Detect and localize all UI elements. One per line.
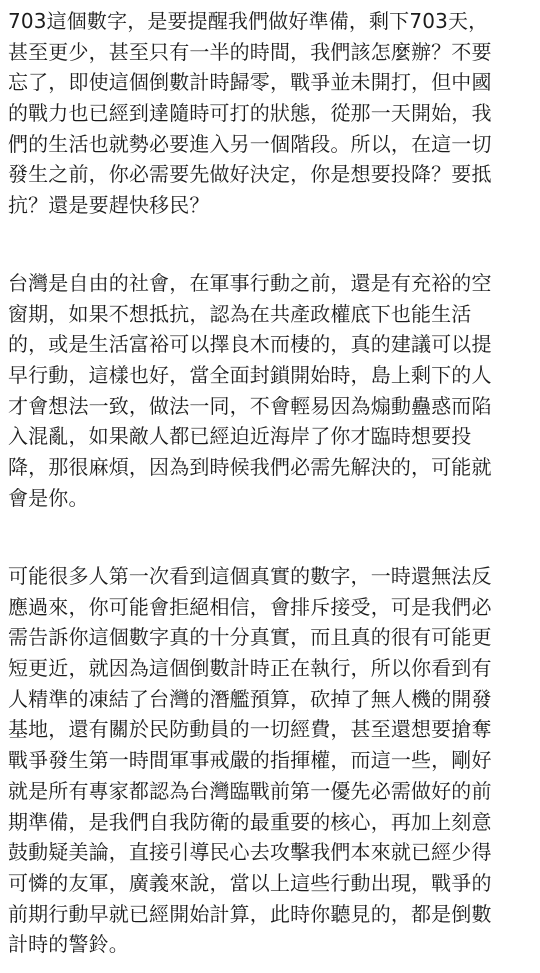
paragraph-line: 前期行動早就已經開始計算，此時你聽見的，都是倒數 bbox=[8, 901, 492, 926]
paragraph-line: 703這個數字，是要提醒我們做好準備，剩下703天， bbox=[8, 9, 489, 33]
paragraph-line: 就是所有專家都認為台灣臨戰前第一優先必需做好的前 bbox=[8, 778, 492, 803]
paragraph-line: 們的生活也就勢必要進入另一個階段。所以，在這一切 bbox=[8, 131, 492, 156]
paragraph-line: 戰爭發生第一時間軍事戒嚴的指揮權，而這一些，剛好 bbox=[8, 748, 492, 773]
paragraph-line: 的，或是生活富裕可以擇良木而棲的，真的建議可以提 bbox=[8, 332, 492, 357]
paragraph-line: 短更近，就因為這個倒數計時正在執行，所以你看到有 bbox=[8, 656, 492, 681]
paragraph-line: 甚至更少，甚至只有一半的時間，我們該怎麼辦？不要 bbox=[8, 39, 492, 64]
paragraph-line: 基地，還有關於民防動員的一切經費，甚至還想要搶奪 bbox=[8, 717, 492, 742]
paragraph-line: 抗？還是要趕快移民？ bbox=[8, 193, 210, 218]
paragraph-line: 才會想法一致，做法一同，不會輕易因為煽動蠱惑而陷 bbox=[8, 393, 492, 418]
paragraph-line: 台灣是自由的社會，在軍事行動之前，還是有充裕的空 bbox=[8, 271, 492, 295]
paragraph-line: 可能很多人第一次看到這個真實的數字，一時還無法反 bbox=[8, 564, 492, 588]
paragraph-line: 應過來，你可能會拒絕相信，會排斥接受，可是我們必 bbox=[8, 594, 492, 619]
paragraph-line: 入混亂，如果敵人都已經迫近海岸了你才臨時想要投 bbox=[8, 424, 472, 449]
paragraph-line: 降，那很麻煩，因為到時候我們必需先解決的，可能就 bbox=[8, 455, 492, 480]
paragraph-line: 發生之前，你必需要先做好決定，你是想要投降？要抵 bbox=[8, 162, 492, 187]
paragraph-line: 需告訴你這個數字真的十分真實，而且真的很有可能更 bbox=[8, 625, 492, 650]
paragraph-line: 忘了，即使這個倒數計時歸零，戰爭並未開打，但中國 bbox=[8, 70, 492, 95]
paragraph-line: 鼓動疑美論，直接引導民心去攻擊我們本來就已經少得 bbox=[8, 840, 492, 865]
paragraph-line: 計時的警鈴。 bbox=[8, 932, 129, 957]
paragraph-1 bbox=[8, 6, 530, 221]
paragraph-line: 期準備，是我們自我防衛的最重要的核心，再加上刻意 bbox=[8, 809, 492, 834]
paragraph-line: 會是你。 bbox=[8, 485, 89, 510]
paragraph-3 bbox=[8, 561, 530, 960]
paragraph-line: 早行動，這樣也好，當全面封鎖開始時，島上剩下的人 bbox=[8, 363, 492, 388]
paragraph-line: 窗期，如果不想抵抗，認為在共產政權底下也能生活 bbox=[8, 301, 472, 326]
paragraph-line: 可憐的友軍，廣義來說，當以上這些行動出現，戰爭的 bbox=[8, 870, 492, 895]
paragraph-line: 的戰力也已經到達隨時可打的狀態，從那一天開始，我 bbox=[8, 101, 492, 126]
paragraph-2 bbox=[8, 268, 530, 514]
paragraph-line: 人精準的凍結了台灣的潛艦預算，砍掉了無人機的開發 bbox=[8, 686, 492, 711]
